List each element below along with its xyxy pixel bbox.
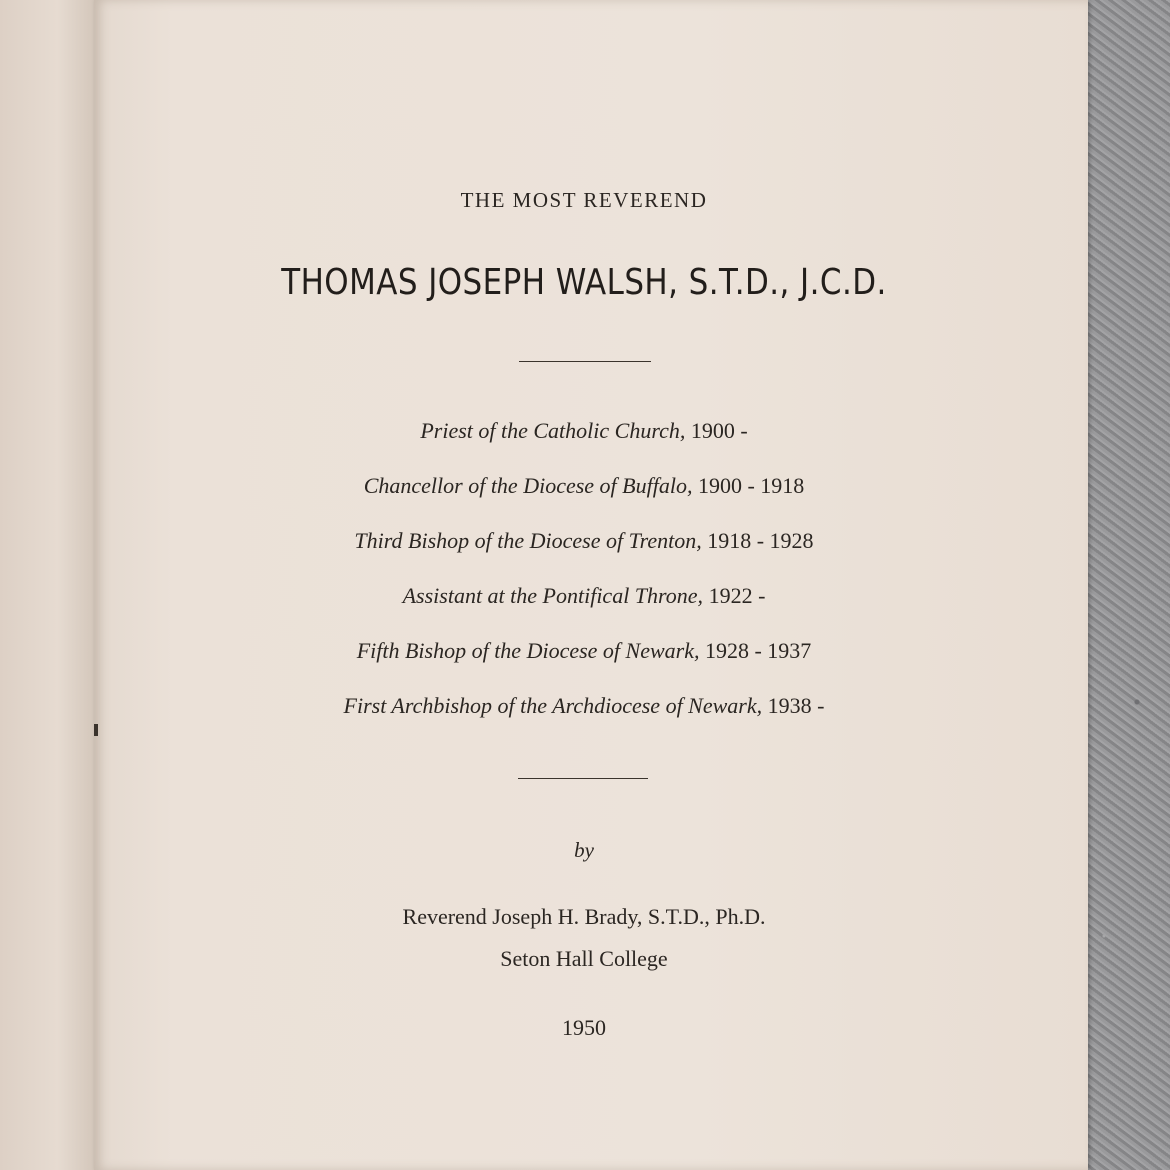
author-name: Reverend Joseph H. Brady, S.T.D., Ph.D. [402, 904, 766, 929]
binding-mark [94, 724, 98, 736]
appointment-line [94, 693, 1074, 719]
publication-year: 1950 [562, 1015, 606, 1040]
appointment-role: Priest of the Catholic Church, [420, 418, 686, 443]
byline: by [574, 838, 594, 862]
divider-bottom [518, 778, 648, 779]
preheading: THE MOST REVEREND [460, 188, 708, 212]
appointment-years: 1938 - [762, 693, 825, 718]
appointment-role: Chancellor of the Diocese of Buffalo, [363, 473, 693, 498]
title-page [94, 0, 1088, 1170]
appointment-line [94, 418, 1074, 444]
appointment-years: 1918 - 1928 [701, 528, 814, 553]
appointment-line [94, 528, 1074, 554]
appointment-years: 1922 - [703, 583, 766, 608]
appointment-role: First Archbishop of the Archdiocese of Newark, [343, 693, 763, 718]
appointment-years: 1900 - 1918 [692, 473, 805, 498]
appointment-years: 1900 - [685, 418, 748, 443]
appointment-line [94, 473, 1074, 499]
institution: Seton Hall College [500, 946, 668, 971]
title-page-content [94, 0, 1088, 1170]
appointment-line [94, 638, 1074, 664]
facing-page [0, 0, 96, 1170]
divider-top [519, 361, 651, 362]
appointment-role: Third Bishop of the Diocese of Trenton, [354, 528, 702, 553]
appointment-years: 1928 - 1937 [699, 638, 812, 663]
appointment-line [94, 583, 1074, 609]
appointment-role: Assistant at the Pontifical Throne, [402, 583, 704, 608]
appointment-role: Fifth Bishop of the Diocese of Newark, [356, 638, 700, 663]
subject-name: THOMAS JOSEPH WALSH, S.T.D., J.C.D. [281, 262, 887, 303]
